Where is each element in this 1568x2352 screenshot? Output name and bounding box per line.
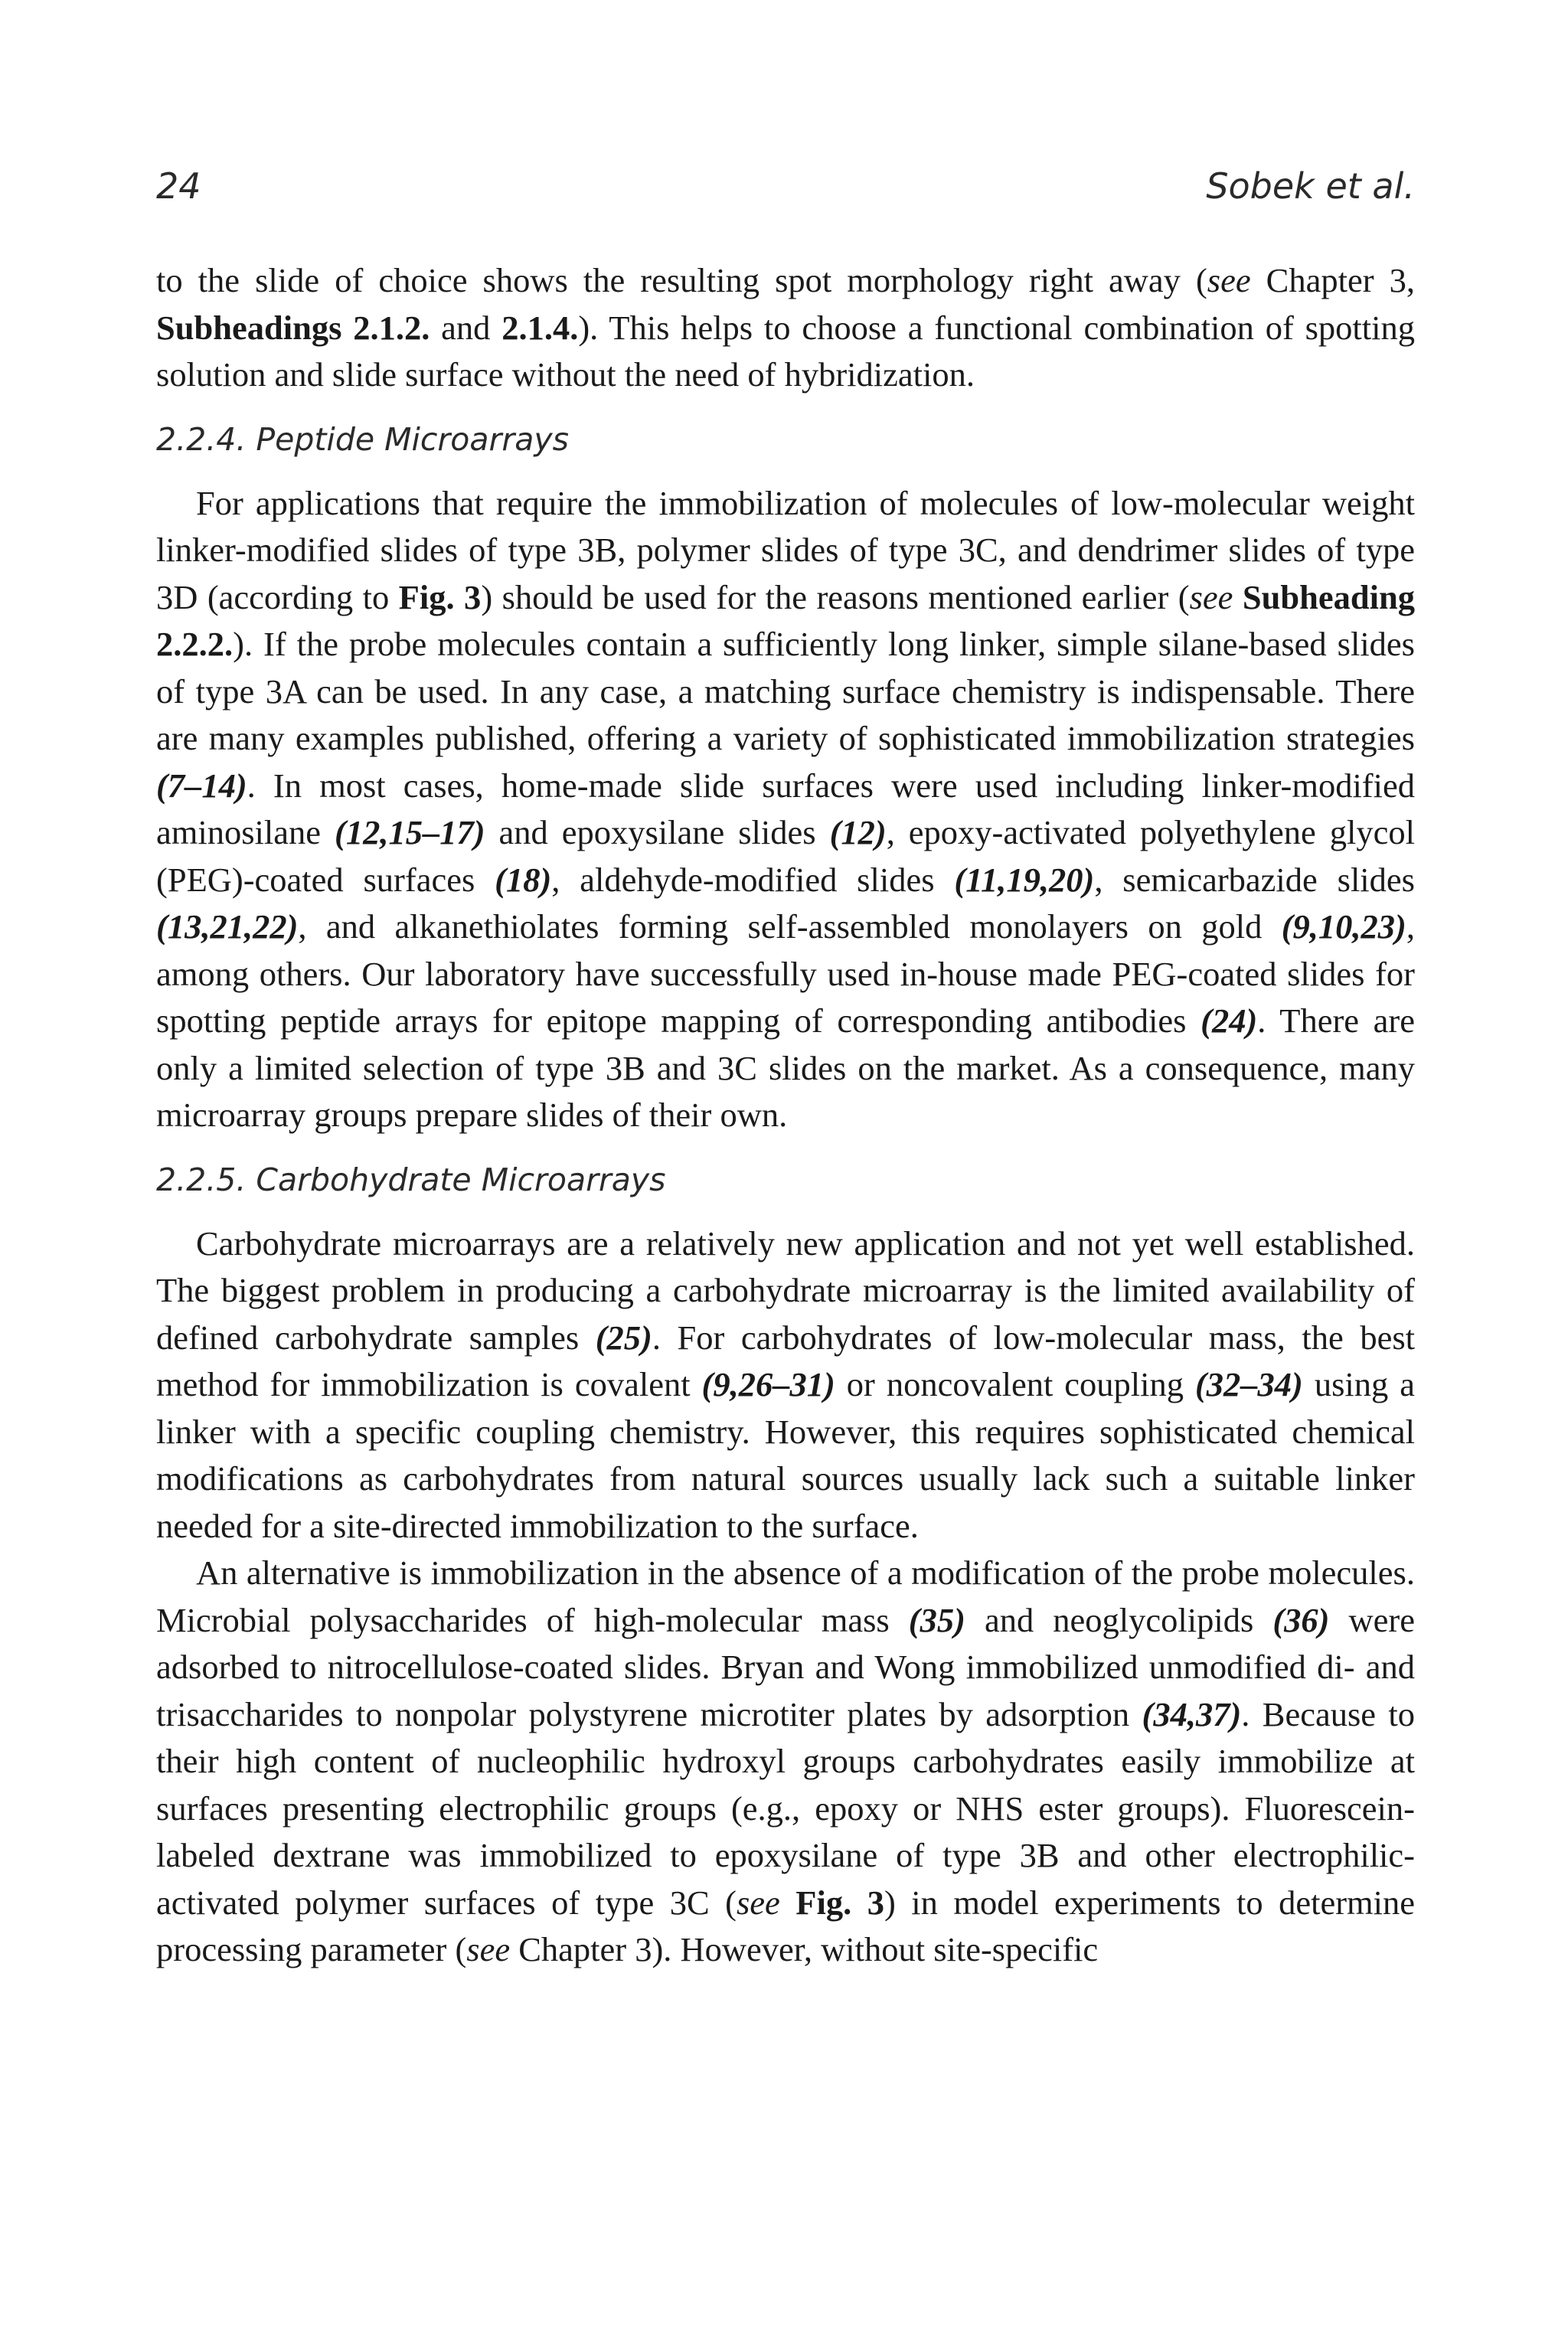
citation: (12) [829,813,887,851]
subheading-reference: Subheading 2.2.2. [156,577,1415,663]
citation: (11,19,20) [954,860,1095,899]
subheading-reference: 2.1.4. [501,308,579,347]
citation: (35) [908,1600,965,1639]
citation: (18) [495,860,552,899]
paragraph-peptide-microarrays: For applications that require the immobilization of molecules of low-molecular weight linker-modified slides of type 3B, polymer slides of type 3C, and dendrimer slides of type 3D (according to Fig. 3) should be used for the reasons mentioned earlier (see Subheading 2.2.2.). If the probe molecules contain a sufficiently long linker, simple silane-based slides of type 3A can be used. In any case, a matching surface chemistry is indispensable. There are many examples published, offering a variety of sophisticated immobilization strategies (7–14). In most cases, home-made slide surfaces were used including linker-modified aminosilane (12,15–17) and epoxysilane slides (12), epoxy-activated polyethylene glycol (PEG)-coated surfaces (18), aldehyde-modified slides (11,19,20), semicarbazide slides (13,21,22), and alkanethiolates forming self-assembled monolayers on gold (9,10,23), among others. Our laboratory have successfully used in-house made PEG-coated slides for spotting peptide arrays for epitope mapping of corresponding antibodies (24). There are only a limited selection of type 3B and 3C slides on the market. As a consequence, many microarray groups prepare slides of their own. [156,483,1415,1134]
body-text [156,257,1415,1974]
page-number: 24 [156,165,201,207]
citation: (9,26–31) [701,1365,835,1403]
citation: (32–34) [1194,1365,1303,1403]
figure-reference: Fig. 3 [398,577,482,616]
figure-reference: Fig. 3 [795,1883,884,1922]
citation: (9,10,23) [1281,907,1406,946]
subheading-reference: Subheadings 2.1.2. [156,308,430,347]
paragraph-carbohydrate-1: Carbohydrate microarrays are a relatively new application and not yet well established. The biggest problem in producing a carbohydrate microarray is the limited availability of defined carbohydrate samples (25). For carbohydrates of low-molecular mass, the best method for immobilization is covalent (9,26–31) or noncovalent coupling (32–34) using a linker with a specific coupling chemistry. However, this requires sophisticated chemical modifications as carbohydrates from natural sources usually lack such a suitable linker needed for a site-directed immobilization to the surface. [156,1223,1415,1545]
running-head-authors: Sobek et al. [1206,165,1415,207]
citation: (36) [1272,1600,1330,1639]
citation: (12,15–17) [335,813,485,851]
citation: (34,37) [1142,1694,1242,1733]
section-heading-2-2-4: 2.2.4. Peptide Microarrays [156,420,569,458]
section-heading-2-2-5: 2.2.5. Carbohydrate Microarrays [156,1161,666,1198]
running-head [156,165,1415,211]
citation: (13,21,22) [156,907,299,946]
citation: (7–14) [156,766,247,805]
paragraph-carbohydrate-2: An alternative is immobilization in the absence of a modification of the probe molecules. Microbial polysaccharides of high-molecular mass (35) and neoglycolipids (36) were adsorbed to nitrocellulose-coated slides. Bryan and Wong immobilized unmodified di- and trisaccharides to nonpolar polystyrene microtiter plates by adsorption (34,37). Because to their high content of nucleophilic hydroxyl groups carbohydrates easily immobilize at surfaces presenting electrophilic groups (e.g., epoxy or NHS ester groups). Fluorescein-labeled dextrane was immobilized to epoxysilane of type 3B and other electrophilic-activated polymer surfaces of type 3C (see Fig. 3) in model experiments to determine processing parameter (see Chapter 3). However, without site-specific [156,1553,1416,1968]
paragraph-continuation: to the slide of choice shows the resulting spot morphology right away (see Chapter 3, Subheadings 2.1.2. and 2.1.4.). This helps to choose a functional combination of spotting solution and slide surface without the need of hybridization. [156,261,1415,394]
citation: (24) [1200,1001,1258,1040]
citation: (25) [595,1318,652,1357]
